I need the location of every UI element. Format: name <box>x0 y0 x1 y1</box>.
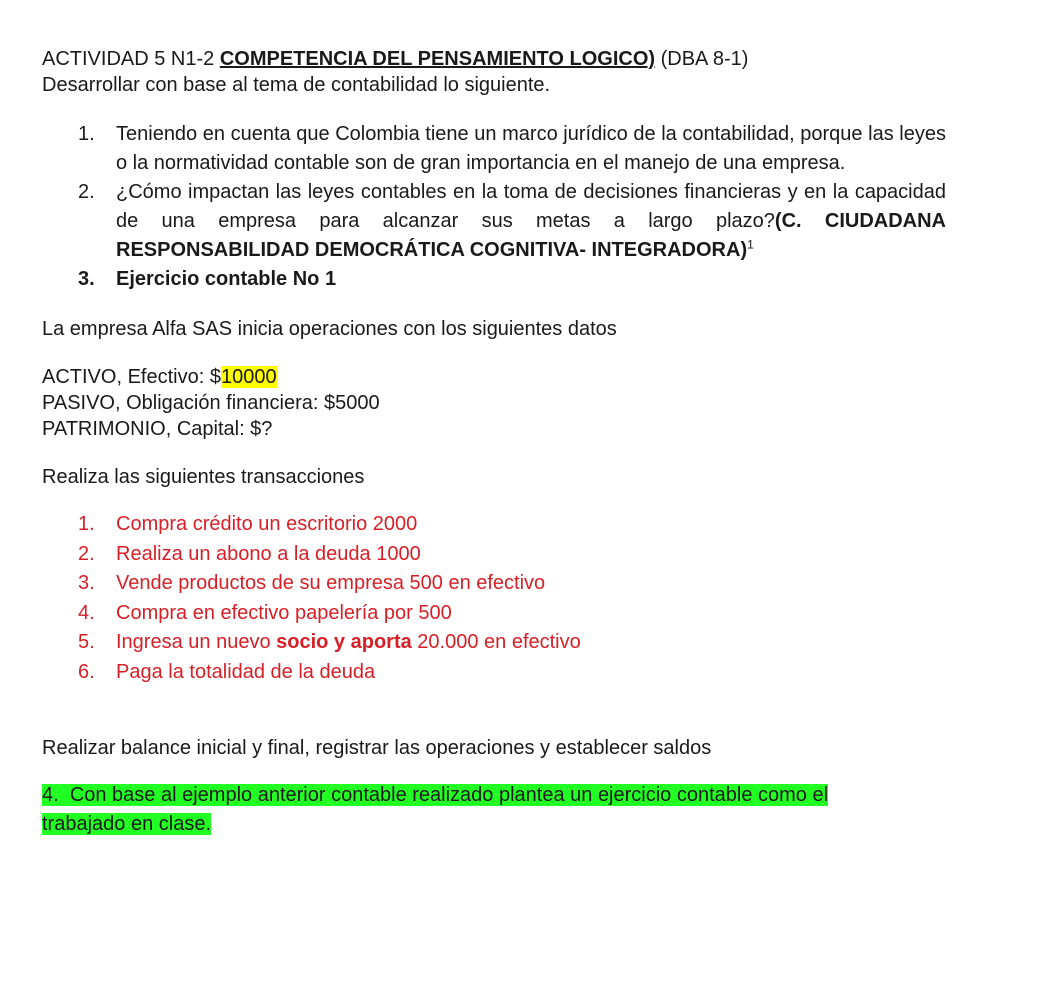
final-task-number: 4. <box>42 784 59 806</box>
transaction-item <box>42 599 946 629</box>
transactions-heading: Realiza las siguientes transacciones <box>42 466 365 488</box>
transaction-number: 5. <box>78 631 95 653</box>
document-page <box>42 46 962 839</box>
question-number: 1. <box>78 123 95 145</box>
transaction-text: Ingresa un nuevo <box>116 631 277 653</box>
transaction-text: Vende productos de su empresa 500 en efectivo <box>116 572 546 594</box>
question-number: 2. <box>78 181 95 203</box>
questions-list <box>42 120 962 294</box>
activity-header <box>42 46 962 72</box>
pasivo-line: PASIVO, Obligación financiera: $5000 <box>42 392 380 414</box>
activity-subtitle: Desarrollar con base al tema de contabilidad lo siguiente. <box>42 74 551 96</box>
transaction-text: Realiza un abono a la deuda 1000 <box>116 542 421 565</box>
transaction-text: Compra en efectivo papelería por 500 <box>116 601 452 624</box>
instruction-text: Realizar balance inicial y final, registrar las operaciones y establecer saldos <box>42 737 712 759</box>
question-competence-tag: (C. CIUDADANA RESPONSABILIDAD DEMOCRÁTICA COGNITIVA- INTEGRADORA) <box>116 210 946 261</box>
activo-label: ACTIVO, Efectivo: $ <box>42 366 221 388</box>
transaction-item <box>42 510 946 540</box>
transaction-item <box>42 628 946 658</box>
transaction-item <box>42 569 946 599</box>
activo-line <box>42 364 962 390</box>
intro-text: La empresa Alfa SAS inicia operaciones con los siguientes datos <box>42 318 617 340</box>
activo-value: 10000 <box>220 366 277 388</box>
question-item <box>42 265 946 294</box>
transaction-number: 3. <box>78 572 95 594</box>
patrimonio-line: PATRIMONIO, Capital: $? <box>42 418 273 440</box>
transaction-number: 6. <box>78 660 95 683</box>
question-item <box>42 178 946 265</box>
transaction-item <box>42 540 946 570</box>
activity-prefix: ACTIVIDAD 5 N1-2 <box>42 48 220 70</box>
transactions-list <box>42 510 962 687</box>
question-text: ¿Cómo impactan las leyes contables en la toma de decisiones financieras y en la capacidad de una empresa para alcanzar sus metas a largo plazo? <box>116 181 946 232</box>
final-task <box>42 781 912 839</box>
transaction-text: Paga la totalidad de la deuda <box>116 660 376 683</box>
question-text: Ejercicio contable No 1 <box>116 268 337 290</box>
transaction-number: 2. <box>78 542 95 565</box>
transaction-item <box>42 658 946 688</box>
activity-suffix: (DBA 8-1) <box>655 48 749 70</box>
question-text: Teniendo en cuenta que Colombia tiene un marco jurídico de la contabilidad, porque las leyes o la normatividad contable son de gran importancia en el manejo de una empresa. <box>116 123 946 174</box>
transaction-text: Compra crédito un escritorio 2000 <box>116 513 418 535</box>
transaction-number: 1. <box>78 513 95 535</box>
transaction-number: 4. <box>78 601 95 624</box>
question-number: 3. <box>78 268 95 290</box>
transaction-text-bold: socio y aporta <box>276 631 412 653</box>
footnote-marker: 1 <box>747 237 754 252</box>
transaction-text-after: 20.000 en efectivo <box>411 631 581 653</box>
question-item <box>42 120 946 178</box>
final-task-text: Con base al ejemplo anterior contable realizado plantea un ejercicio contable como el trabajado en clase. <box>42 784 829 835</box>
activity-title: COMPETENCIA DEL PENSAMIENTO LOGICO) <box>219 48 656 70</box>
